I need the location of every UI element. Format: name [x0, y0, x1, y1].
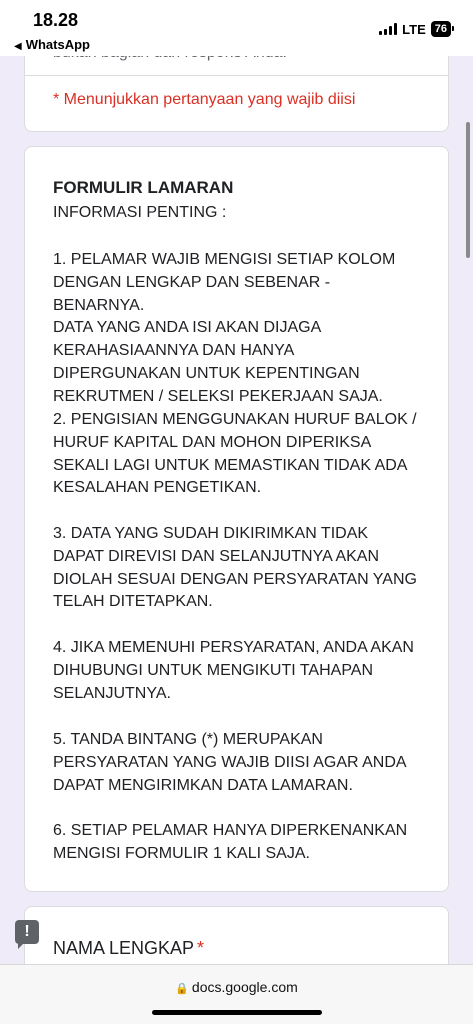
browser-bottom-bar: [0, 964, 473, 1024]
battery-icon: 76: [431, 21, 451, 37]
info-item-2: 2. PENGISIAN MENGGUNAKAN HURUF BALOK / HURUF KAPITAL DAN MOHON DIPERIKSA SEKALI LAGI UNTUK MEMASTIKAN TIDAK ADA KESALAHAN PENGETIKAN.: [53, 411, 417, 497]
required-star: *: [197, 938, 205, 958]
info-item-3: 3. DATA YANG SUDAH DIKIRIMKAN TIDAK DAPAT DIREVISI DAN SELANJUTNYA AKAN DIOLAH SESUAI DENGAN PERSYARATAN YANG TELAH DITETAPKAN.: [53, 525, 417, 611]
report-icon[interactable]: [15, 920, 39, 944]
required-note: * Menunjukkan pertanyaan yang wajib diisi: [53, 91, 356, 108]
system-icons: [379, 21, 451, 37]
url-bar[interactable]: [0, 979, 473, 995]
header-divider: [25, 75, 448, 76]
network-type: LTE: [402, 21, 426, 37]
page-scrollbar[interactable]: [466, 122, 470, 258]
signal-icon: [379, 23, 397, 35]
info-title: FORMULIR LAMARAN: [53, 178, 234, 197]
lock-icon: 🔒: [175, 983, 189, 995]
info-item-1: 1. PELAMAR WAJIB MENGISI SETIAP KOLOM DENGAN LENGKAP DAN SEBENAR - BENARNYA. DATA YANG ANDA ISI AKAN DIJAGA KERAHASIAANNYA DAN HANYA DIPERGUNAKAN UNTUK KEPENTINGAN REKRUTMEN / SELEKSI PEKERJAAN SAJA.: [53, 251, 396, 405]
back-arrow-icon: ◀: [14, 41, 22, 52]
url-text: docs.google.com: [191, 979, 298, 995]
home-indicator[interactable]: [152, 1010, 322, 1015]
info-card: [24, 146, 449, 892]
status-bar: [0, 0, 473, 56]
info-subtitle: INFORMASI PENTING :: [53, 204, 227, 221]
back-to-whatsapp-button[interactable]: [14, 37, 90, 52]
info-item-4: 4. JIKA MEMENUHI PERSYARATAN, ANDA AKAN DIHUBUNGI UNTUK MENGIKUTI TAHAPAN SELANJUTNYA.: [53, 639, 414, 702]
info-item-6: 6. SETIAP PELAMAR HANYA DIPERKENANKAN MENGISI FORMULIR 1 KALI SAJA.: [53, 822, 408, 862]
status-time: 18.28: [33, 10, 79, 30]
question-label-text: NAMA LENGKAP: [53, 938, 195, 958]
info-item-5: 5. TANDA BINTANG (*) MERUPAKAN PERSYARATAN YANG WAJIB DIISI AGAR ANDA DAPAT MENGIRIMKAN DATA LAMARAN.: [53, 731, 407, 794]
back-app-label: WhatsApp: [25, 37, 90, 52]
question-label: [53, 938, 204, 959]
report-glyph: !: [24, 923, 30, 940]
